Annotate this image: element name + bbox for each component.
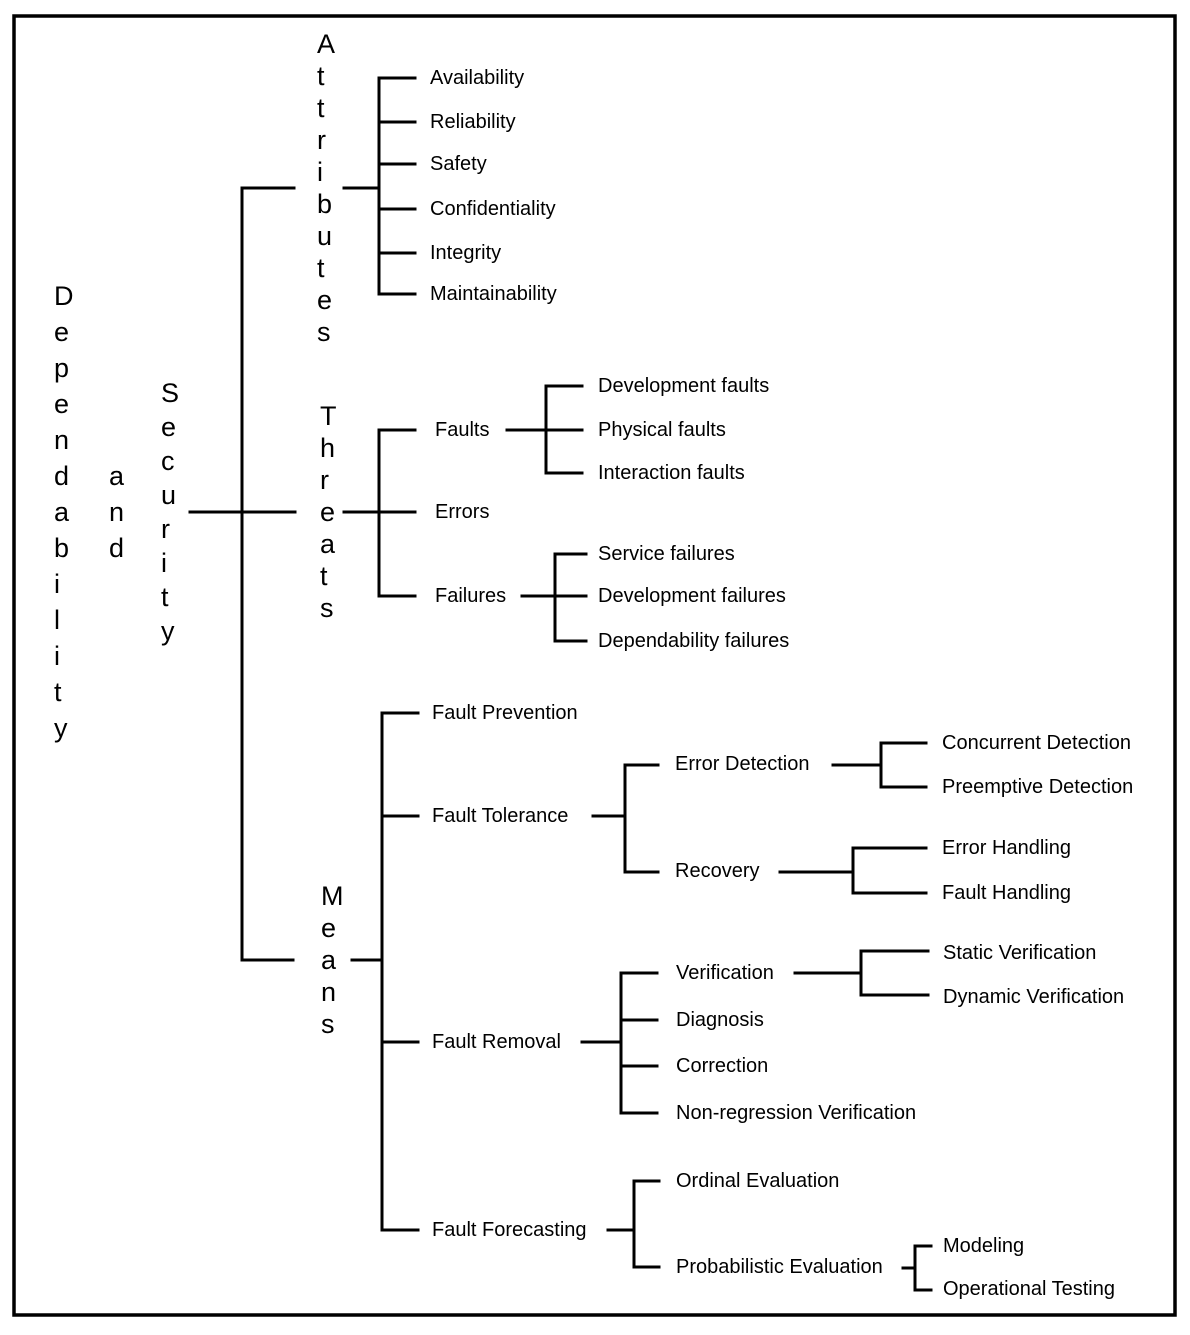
node-development-failures: Development failures [598, 585, 786, 607]
root-word-and: and [109, 461, 125, 563]
means-branch-lines [242, 713, 931, 1290]
node-diagnosis: Diagnosis [676, 1009, 764, 1031]
root-word-security: Security [161, 378, 180, 646]
node-safety: Safety [430, 153, 487, 175]
node-fault-tolerance: Fault Tolerance [432, 805, 569, 827]
root-trunk-lines [190, 188, 379, 960]
attributes-branch-lines [242, 78, 415, 294]
node-correction: Correction [676, 1055, 769, 1077]
node-verification: Verification [676, 962, 774, 984]
node-maintainability: Maintainability [430, 283, 557, 305]
node-fault-removal: Fault Removal [432, 1031, 561, 1053]
node-probabilistic-evaluation: Probabilistic Evaluation [676, 1256, 883, 1278]
branch-label-means: Means [321, 881, 344, 1039]
node-faults: Faults [435, 419, 490, 441]
node-errors: Errors [435, 501, 490, 523]
node-concurrent-detection: Concurrent Detection [942, 732, 1131, 754]
node-service-failures: Service failures [598, 543, 735, 565]
node-modeling: Modeling [943, 1235, 1025, 1257]
node-integrity: Integrity [430, 242, 502, 264]
node-dynamic-verification: Dynamic Verification [943, 986, 1125, 1008]
node-static-verification: Static Verification [943, 942, 1097, 964]
node-failures: Failures [435, 585, 507, 607]
node-error-handling: Error Handling [942, 837, 1071, 859]
branch-label-attributes: Attributes [317, 29, 336, 347]
node-ordinal-evaluation: Ordinal Evaluation [676, 1170, 840, 1192]
node-dependability-failures: Dependability failures [598, 630, 790, 652]
node-preemptive-detection: Preemptive Detection [942, 776, 1134, 798]
node-availability: Availability [430, 67, 525, 89]
node-fault-handling: Fault Handling [942, 882, 1071, 904]
node-operational-testing: Operational Testing [943, 1278, 1115, 1300]
node-fault-forecasting: Fault Forecasting [432, 1219, 587, 1241]
node-recovery: Recovery [675, 860, 760, 882]
node-error-detection: Error Detection [675, 753, 810, 775]
node-physical-faults: Physical faults [598, 419, 726, 441]
diagram-border [14, 16, 1175, 1315]
node-non-regression-verification: Non-regression Verification [676, 1102, 917, 1124]
node-confidentiality: Confidentiality [430, 198, 556, 220]
node-development-faults: Development faults [598, 375, 770, 397]
root-word-dependability: Dependability [54, 281, 74, 743]
node-reliability: Reliability [430, 111, 516, 133]
node-interaction-faults: Interaction faults [598, 462, 745, 484]
branch-label-threats: Threats [320, 401, 337, 623]
node-fault-prevention: Fault Prevention [432, 702, 578, 724]
